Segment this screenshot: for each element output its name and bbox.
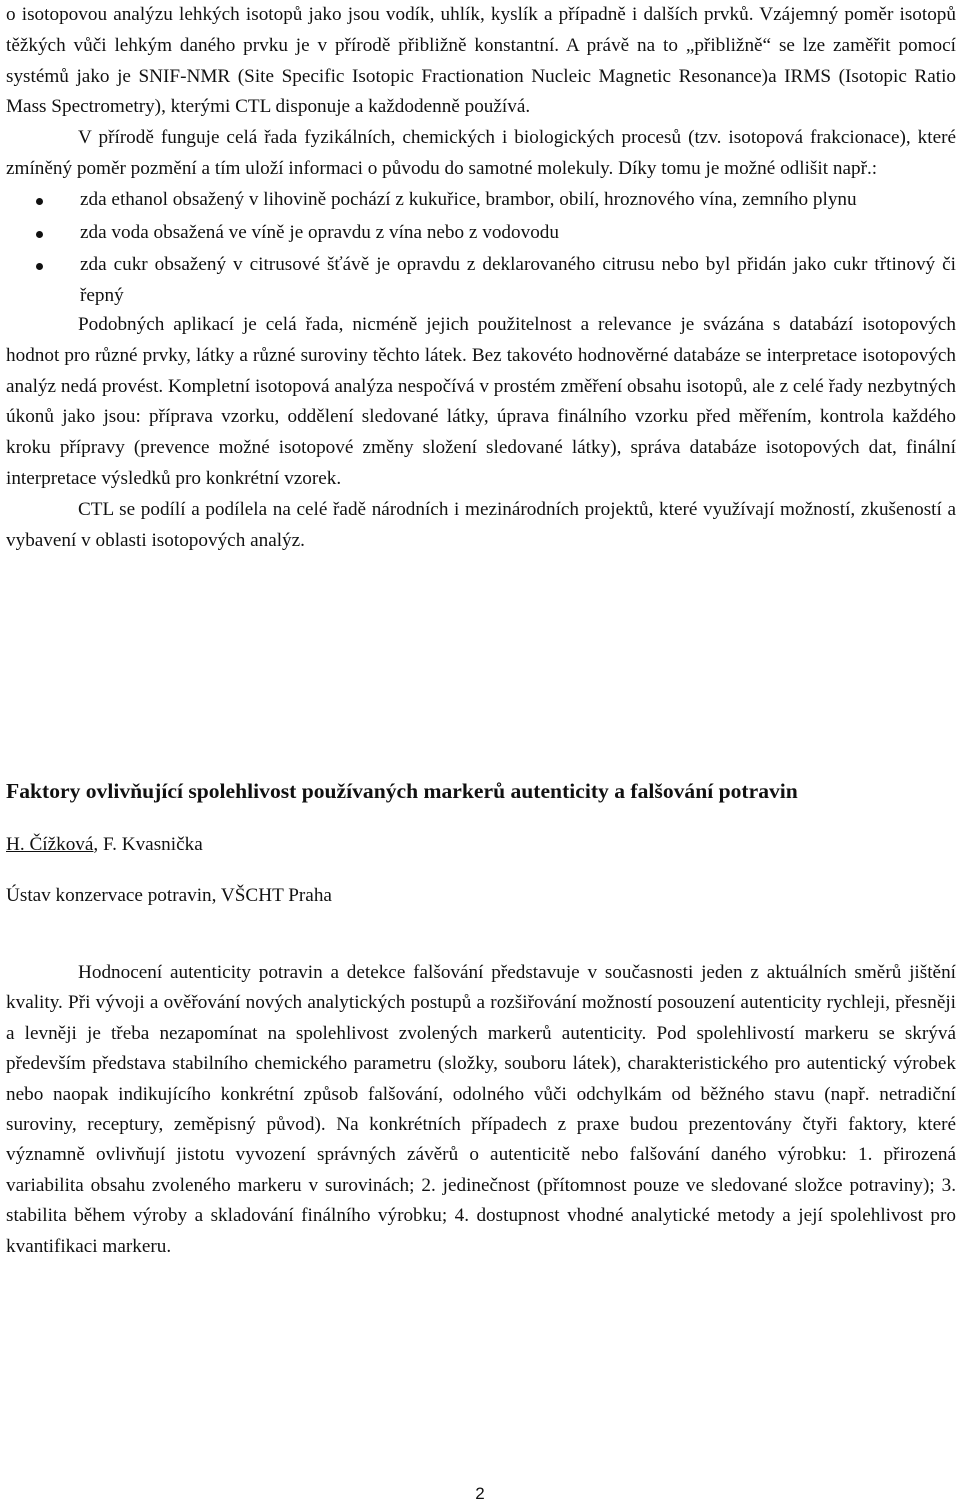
bullet-list (6, 185, 956, 312)
bullet-text: zda cukr obsažený v citrusové šťávě je opravdu z deklarovaného citrusu nebo byl přidán jako cukr třtinový či řepný (80, 254, 956, 307)
paragraph-database: Podobných aplikací je celá řada, nicméně jejich použitelnost a relevance je svázána s databází isotopových hodnot pro různé prvky, látky a různé suroviny těchto látek. Bez takovéto hodnověrné databáze se interpretace isotopových analýz nedá provést. Kompletní isotopová analýza nespočívá v prostém změření obsahu isotopů, ale z celé řady nezbytných úkonů jako jsou: příprava vzorku, oddělení sledované látky, úprava finálního vzorku před měřením, kontrola každého kroku přípravy (prevence možné isotopové změny složení sledované látky), správa databáze isotopových dat, finální interpretace výsledků pro konkrétní vzorek. (6, 313, 956, 489)
bullet-dot-icon (36, 231, 43, 238)
page-number: 2 (475, 1484, 485, 1503)
abstract-text: Hodnocení autenticity potravin a detekce falšování představuje v současnosti jeden z aktuálních směrů jištění kvality. Při vývoji a ověřování nových analytických postupů a rozšiřování možností posouzení autenticity rychleji, přesněji a levněji je třeba nezapomínat na spolehlivost zvolených markerů autenticity. Pod spolehlivostí markeru se skrývá především představa stabilního chemického parametru (složky, souboru látek), charakteristického pro autentický výrobek nebo naopak indikujícího konkrétní způsob falšování, odolného vůči odchylkám od běžného stavu (např. netradiční suroviny, receptury, zeměpisný původ). Na konkrétních případech z praxe budou prezentovány čtyři faktory, které významně ovlivňují jistotu vyvození správných závěrů o autenticitě nebo falšování daného výrobku: 1. přirozená variabilita obsahu zvoleného markeru v surovinách; 2. jedinečnost (přítomnost pouze ve sledované složce potraviny); 3. stabilita během výroby a skladování finálního výrobku; 4. dostupnost vhodné analytické metody a její spolehlivost pro kvantifikaci markeru. (6, 962, 956, 1257)
author-separator: , (93, 834, 103, 855)
bullet-text: zda ethanol obsažený v lihovině pochází z kukuřice, brambor, obilí, hroznového vína, zemního plynu (80, 188, 857, 210)
document-page (6, 0, 956, 556)
authors (6, 831, 203, 859)
bullet-dot-icon (36, 263, 43, 270)
article-title: Faktory ovlivňující spolehlivost používaných markerů autenticity a falšování potravin (6, 779, 798, 803)
paragraph-isotope-intro: o isotopovou analýzu lehkých isotopů jako jsou vodík, uhlík, kyslík a případně i dalších prvků. Vzájemný poměr isotopů těžkých vůči lehkým daného prvku je v přírodě přibližně konstantní. A právě na to „přibližně“ se lze zaměřit pomocí systémů jako je SNIF-NMR (Site Specific Isotopic Fractionation Nucleic Magnetic Resonance)a IRMS (Isotopic Ratio Mass Spectrometry), kterými CTL disponuje a každodenně používá. (6, 4, 956, 118)
author-presenting: H. Čížková (6, 834, 94, 855)
paragraph-projects: CTL se podílí a podílela na celé řadě národních i mezinárodních projektů, které využívají možností, zkušeností a vybavení v oblasti isotopových analýz. (6, 498, 956, 551)
bullet-dot-icon (36, 198, 43, 205)
bullet-item (6, 218, 956, 249)
author-coauthor: F. Kvasnička (103, 834, 203, 855)
abstract (6, 958, 956, 1262)
bullet-item (6, 185, 956, 216)
bullet-text: zda voda obsažená ve víně je opravdu z vína nebo z vodovodu (80, 221, 559, 243)
affiliation: Ústav konzervace potravin, VŠCHT Praha (6, 885, 332, 906)
paragraph-fractionation: V přírodě funguje celá řada fyzikálních, chemických i biologických procesů (tzv. isotopová frakcionace), které zmíněný poměr pozmění a tím uloží informaci o původu do samotné molekuly. Díky tomu je možné odlišit např.: (6, 127, 956, 179)
bullet-item (6, 250, 956, 312)
